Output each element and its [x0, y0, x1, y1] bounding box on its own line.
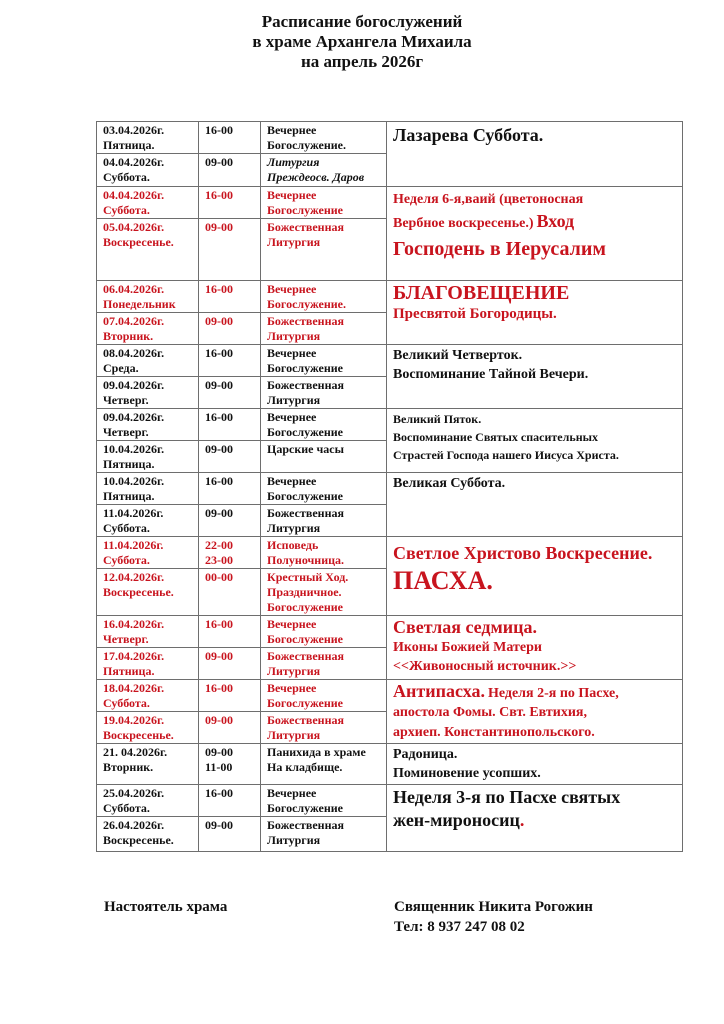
service-cell: [261, 281, 387, 313]
weekday: Среда.: [103, 361, 139, 375]
service-line: Вечернее: [267, 346, 317, 360]
time: 16-00: [205, 282, 233, 296]
date-cell: [97, 281, 199, 313]
service-cell: [261, 569, 387, 616]
feast-myrrhbearers-2: жен-мироносиц: [393, 810, 520, 830]
date-cell: [97, 473, 199, 505]
feast-icon-line2: <<Живоносный источник.>>: [393, 659, 577, 674]
weekday: Понедельник: [103, 297, 176, 311]
date: 05.04.2026г.: [103, 220, 165, 234]
feast-lazarus: Лазарева Суббота.: [393, 125, 544, 145]
time-cell: [199, 680, 261, 712]
feast-cell: [387, 345, 683, 409]
service-cell: [261, 744, 387, 785]
service-line: Литургия: [267, 235, 321, 249]
weekday: Пятница.: [103, 457, 155, 471]
table-row: [97, 345, 683, 377]
service-line: Богослужение: [267, 696, 344, 710]
time-cell: [199, 785, 261, 817]
date: 04.04.2026г.: [103, 155, 165, 169]
date-cell: [97, 648, 199, 680]
weekday: Суббота.: [103, 203, 150, 217]
date-cell: [97, 505, 199, 537]
feast-friday-title: Великий Пяток.: [393, 412, 482, 426]
service-line: Литургия: [267, 728, 321, 742]
feast-radonitsa: Радоница.: [393, 747, 458, 762]
time: 09-00: [205, 713, 233, 727]
date-cell: [97, 345, 199, 377]
service-line: Божественная: [267, 220, 344, 234]
service-line: Литургия: [267, 521, 321, 535]
feast-palm-line3: Господень в Иерусалим: [393, 238, 607, 260]
date: 12.04.2026г.: [103, 570, 165, 584]
weekday: Вторник.: [103, 329, 154, 343]
weekday: Суббота.: [103, 521, 150, 535]
feast-icon-line1: Иконы Божией Матери: [393, 640, 542, 655]
title-line-2: в храме Архангела Михаила: [252, 32, 472, 51]
service-line: Вечернее: [267, 681, 317, 695]
service-cell: [261, 817, 387, 852]
service-cell: [261, 377, 387, 409]
feast-antipascha-sub3: архиеп. Константинопольского.: [393, 725, 595, 740]
date-cell: [97, 122, 199, 154]
time-cell: [199, 569, 261, 616]
feast-pascha: ПАСХА.: [393, 566, 493, 595]
time: 09-00: [205, 378, 233, 392]
service-line: Исповедь: [267, 538, 319, 552]
service-line: Литургия: [267, 329, 321, 343]
date-cell: [97, 187, 199, 219]
time: 16-00: [205, 617, 233, 631]
feast-palm-line2b: Вход: [536, 211, 575, 231]
date: 06.04.2026г.: [103, 282, 165, 296]
service-line: Преждеосв. Даров: [267, 170, 365, 184]
table-row: [97, 281, 683, 313]
title-line-1: Расписание богослужений: [261, 12, 463, 31]
date: 04.04.2026г.: [103, 188, 165, 202]
feast-cell: [387, 473, 683, 537]
feast-great-saturday: Великая Суббота.: [393, 476, 506, 491]
weekday: Четверг.: [103, 632, 149, 646]
service-line: Божественная: [267, 506, 344, 520]
service-line: Богослужение: [267, 489, 344, 503]
service-line: Полуночница.: [267, 553, 345, 567]
time: 22-00: [205, 538, 233, 552]
service-line: Богослужение: [267, 632, 344, 646]
service-line: Богослужение: [267, 203, 344, 217]
schedule-table: [96, 121, 683, 852]
service-cell: [261, 680, 387, 712]
service-cell: [261, 785, 387, 817]
time: 09-00: [205, 442, 233, 456]
weekday: Вторник.: [103, 760, 154, 774]
feast-pascha-title: Светлое Христово Воскресение.: [393, 543, 653, 563]
time: 16-00: [205, 123, 233, 137]
date: 08.04.2026г.: [103, 346, 165, 360]
table-row: [97, 744, 683, 785]
service-line: Вечернее: [267, 474, 317, 488]
service-cell: [261, 122, 387, 154]
table-row: [97, 122, 683, 154]
service-line: Богослужение: [267, 425, 344, 439]
time-cell: [199, 441, 261, 473]
service-cell: [261, 616, 387, 648]
time: 09-00: [205, 314, 233, 328]
feast-cell: [387, 616, 683, 680]
date: 09.04.2026г.: [103, 410, 165, 424]
service-line: Литургия: [267, 833, 321, 847]
service-cell: [261, 648, 387, 680]
service-line: Божественная: [267, 314, 344, 328]
service-line: Вечернее: [267, 282, 317, 296]
time: 09-00: [205, 155, 233, 169]
service-line: На кладбище.: [267, 760, 343, 774]
service-line: Божественная: [267, 818, 344, 832]
time-cell: [199, 313, 261, 345]
feast-annunciation-sub: Пресвятой Богородицы.: [393, 306, 557, 322]
service-cell: [261, 219, 387, 281]
time-cell: [199, 817, 261, 852]
date-cell: [97, 409, 199, 441]
date-cell: [97, 785, 199, 817]
time-cell: [199, 345, 261, 377]
feast-antipascha-sub2: апостола Фомы. Свт. Евтихия,: [393, 705, 587, 720]
table-row: [97, 409, 683, 441]
weekday: Воскресенье.: [103, 235, 174, 249]
weekday: Четверг.: [103, 425, 149, 439]
date-cell: [97, 537, 199, 569]
title-line-3: на апрель 2026г: [300, 52, 424, 71]
feast-palm-line2: Вербное воскресенье.): [393, 216, 534, 231]
feast-cell: [387, 744, 683, 785]
table-row: [97, 785, 683, 817]
feast-annunciation-title: БЛАГОВЕЩЕНИЕ: [393, 282, 570, 304]
service-line: Вечернее: [267, 786, 317, 800]
date: 10.04.2026г.: [103, 474, 165, 488]
time: 16-00: [205, 681, 233, 695]
service-line: Вечернее: [267, 617, 317, 631]
time-cell: [199, 187, 261, 219]
time: 16-00: [205, 188, 233, 202]
time-cell: [199, 409, 261, 441]
time-cell: [199, 473, 261, 505]
date: 17.04.2026г.: [103, 649, 165, 663]
table-row: [97, 537, 683, 569]
date-cell: [97, 441, 199, 473]
weekday: Пятница.: [103, 138, 155, 152]
service-cell: [261, 154, 387, 187]
date: 26.04.2026г.: [103, 818, 165, 832]
weekday: Пятница.: [103, 664, 155, 678]
date-cell: [97, 817, 199, 852]
date-cell: [97, 712, 199, 744]
date: 07.04.2026г.: [103, 314, 165, 328]
feast-radonitsa-sub: Поминовение усопших.: [393, 766, 541, 781]
weekday: Пятница.: [103, 489, 155, 503]
feast-cell: [387, 281, 683, 345]
service-line: Божественная: [267, 378, 344, 392]
service-line: Вечернее: [267, 410, 317, 424]
time: 16-00: [205, 410, 233, 424]
feast-myrrhbearers-1: Неделя 3-я по Пасхе святых: [393, 787, 621, 807]
weekday: Суббота.: [103, 170, 150, 184]
feast-antipascha-sub1: Неделя 2-я по Пасхе,: [487, 686, 619, 701]
time-cell: [199, 219, 261, 281]
time-cell: [199, 616, 261, 648]
time-cell: [199, 281, 261, 313]
service-line: Царские часы: [267, 442, 344, 456]
service-cell: [261, 473, 387, 505]
table-row: [97, 473, 683, 505]
table-row: [97, 616, 683, 648]
service-cell: [261, 537, 387, 569]
table-row: [97, 680, 683, 712]
weekday: Суббота.: [103, 696, 150, 710]
date-cell: [97, 154, 199, 187]
time: 16-00: [205, 346, 233, 360]
service-cell: [261, 187, 387, 219]
service-line: Богослужение.: [267, 297, 347, 311]
time-cell: [199, 712, 261, 744]
date-cell: [97, 616, 199, 648]
weekday: Суббота.: [103, 553, 150, 567]
feast-friday-sub1: Воспоминание Святых спасительных: [393, 430, 598, 444]
weekday: Суббота.: [103, 801, 150, 815]
service-line: Панихида в храме: [267, 745, 366, 759]
date-cell: [97, 313, 199, 345]
service-cell: [261, 505, 387, 537]
time: 16-00: [205, 474, 233, 488]
date-cell: [97, 569, 199, 616]
phone-number: Тел: 8 937 247 08 02: [394, 919, 525, 935]
date: 11.04.2026г.: [103, 506, 164, 520]
weekday: Воскресенье.: [103, 728, 174, 742]
date-cell: [97, 377, 199, 409]
time-cell: [199, 122, 261, 154]
service-line: Вечернее: [267, 123, 317, 137]
time: 09-00: [205, 745, 233, 759]
date: 19.04.2026г.: [103, 713, 165, 727]
time: 09-00: [205, 649, 233, 663]
service-line: Литургия: [267, 664, 321, 678]
service-cell: [261, 345, 387, 377]
feast-bright-week: Светлая седмица.: [393, 617, 538, 637]
service-cell: [261, 313, 387, 345]
service-line: Богослужение: [267, 600, 344, 614]
time-cell: [199, 505, 261, 537]
time: 09-00: [205, 506, 233, 520]
weekday: Четверг.: [103, 393, 149, 407]
feast-cell: [387, 785, 683, 852]
service-cell: [261, 441, 387, 473]
time: 16-00: [205, 786, 233, 800]
feast-antipascha: Антипасха.: [393, 681, 485, 701]
service-line: Божественная: [267, 649, 344, 663]
feast-cell: [387, 187, 683, 281]
service-cell: [261, 712, 387, 744]
service-line: Божественная: [267, 713, 344, 727]
weekday: Воскресенье.: [103, 833, 174, 847]
rector-name: Священник Никита Рогожин: [394, 899, 593, 915]
page-title: [0, 12, 724, 72]
service-line: Богослужение: [267, 801, 344, 815]
service-line: Вечернее: [267, 188, 317, 202]
date: 18.04.2026г.: [103, 681, 165, 695]
time-2: 23-00: [205, 553, 233, 567]
feast-friday-sub2: Страстей Господа нашего Иисуса Христа.: [393, 448, 619, 462]
date-cell: [97, 219, 199, 281]
feast-myrrhbearers-dot: .: [519, 810, 525, 830]
feast-thursday-sub: Воспоминание Тайной Вечери.: [393, 367, 589, 382]
time-cell: [199, 648, 261, 680]
feast-cell: [387, 409, 683, 473]
time: 09-00: [205, 220, 233, 234]
date-cell: [97, 744, 199, 785]
date: 09.04.2026г.: [103, 378, 165, 392]
time: 00-00: [205, 570, 233, 584]
rector-label: Настоятель храма: [104, 899, 228, 915]
feast-thursday-title: Великий Четверток.: [393, 348, 523, 363]
date-cell: [97, 680, 199, 712]
date: 11.04.2026г.: [103, 538, 164, 552]
time-cell: [199, 537, 261, 569]
service-line: Богослужение: [267, 361, 344, 375]
time-2: 11-00: [205, 760, 233, 774]
date: 03.04.2026г.: [103, 123, 165, 137]
feast-cell: [387, 537, 683, 616]
date: 10.04.2026г.: [103, 442, 165, 456]
time-cell: [199, 377, 261, 409]
date: 16.04.2026г.: [103, 617, 165, 631]
feast-cell: [387, 122, 683, 187]
date: 21. 04.2026г.: [103, 745, 168, 759]
service-line: Литургия: [267, 393, 321, 407]
service-line: Богослужение.: [267, 138, 347, 152]
service-line: Праздничное.: [267, 585, 342, 599]
time-cell: [199, 744, 261, 785]
service-cell: [261, 409, 387, 441]
table-row: [97, 187, 683, 219]
time: 09-00: [205, 818, 233, 832]
feast-palm-line1: Неделя 6-я,ваий (цветоносная: [393, 192, 584, 207]
service-line: Литургия: [267, 155, 320, 169]
service-line: Крестный Ход.: [267, 570, 349, 584]
weekday: Воскресенье.: [103, 585, 174, 599]
time-cell: [199, 154, 261, 187]
date: 25.04.2026г.: [103, 786, 165, 800]
feast-cell: [387, 680, 683, 744]
